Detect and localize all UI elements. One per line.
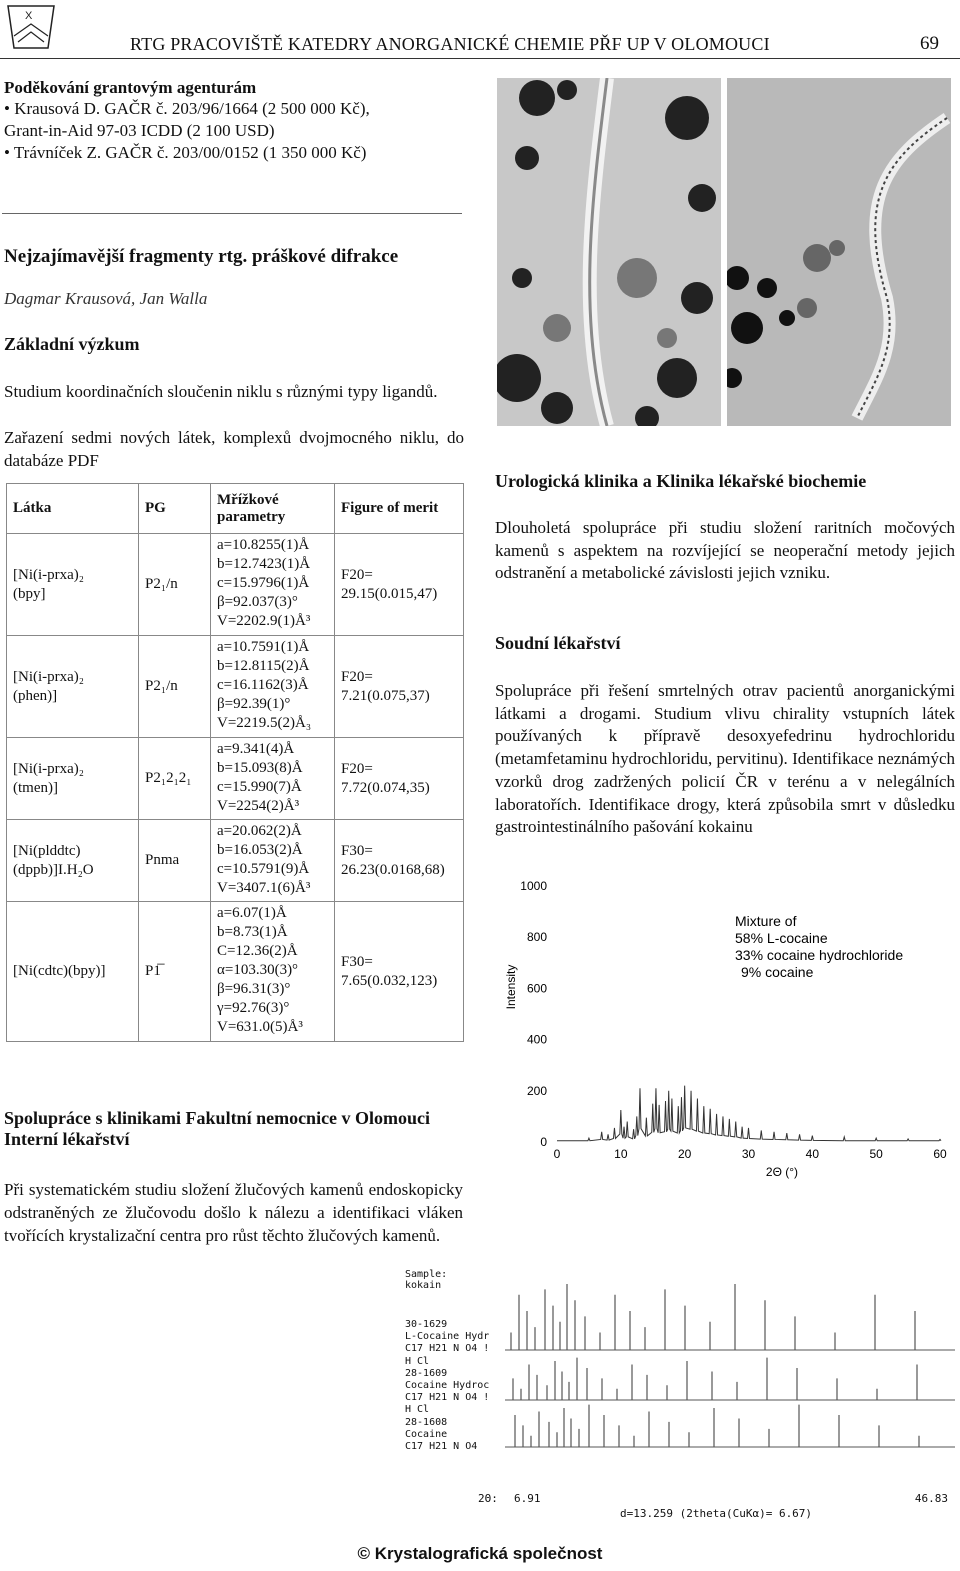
lattice-table [6, 483, 464, 1042]
table-row [7, 534, 464, 636]
table-cell: b=16.053(2)Å [217, 842, 303, 858]
authors: Dagmar Krausová, Jan Walla [4, 289, 208, 308]
list-item: H Cl [405, 1355, 430, 1367]
table-cell: 7.21(0.075,37) [341, 687, 430, 704]
list-item: 28-1608 [405, 1416, 448, 1428]
y-tick-label: 600 [526, 981, 547, 996]
paragraph: Zařazení sedmi nových látek, komplexů dvojmocného niklu, do databáze PDF [4, 428, 464, 470]
list-item: C17 H21 N O4 [405, 1441, 478, 1453]
paragraph: Studium koordinačních sloučenin niklu s různými typy ligandů. [4, 382, 438, 401]
ack-list [4, 98, 464, 164]
x-tick-label: 10 [614, 1147, 628, 1161]
table-cell: P2₁2₁2₁ [139, 738, 211, 820]
table-cell: [Ni(i-prxa)₂ [13, 760, 85, 777]
sample-label: kokain [405, 1280, 442, 1291]
table-cell: [Ni(i-prxa)₂ [13, 566, 85, 583]
table-cell: a=10.7591(1)Å [217, 639, 310, 655]
table-cell: [Ni(i-prxa)₂ [13, 668, 85, 685]
table-header: Figure of merit [335, 484, 464, 534]
section-heading: Základní výzkum [4, 334, 140, 354]
table-cell: F30= [341, 953, 373, 970]
list-item: • Krausová D. GAČR č. 203/96/1664 (2 500 000 Kč), [4, 99, 370, 118]
table-cell: b=12.7423(1)Å [217, 556, 311, 572]
table-cell: c=15.9796(1)Å [217, 575, 310, 591]
table-cell: 7.65(0.032,123) [341, 972, 438, 989]
y-tick-label: 200 [526, 1083, 547, 1098]
table-cell: P1̅ [139, 902, 211, 1042]
xrd-stick-pattern [505, 1265, 955, 1495]
table-cell: F30= [341, 842, 373, 859]
table-row [7, 636, 464, 738]
annotation-line: 9% cocaine [741, 964, 814, 980]
table-cell: a=10.8255(1)Å [217, 537, 310, 553]
section-rule [2, 213, 462, 214]
table-cell: γ=92.76(3)° [217, 1000, 290, 1016]
range-min: 6.91 [514, 1492, 541, 1505]
x-tick-label: 50 [869, 1147, 883, 1161]
section-heading: Spolupráce s klinikami Fakultní nemocnice v Olomouci [4, 1108, 431, 1128]
table-cell: P2₁/n [139, 636, 211, 738]
x-tick-label: 30 [741, 1147, 756, 1161]
table-cell: V=631.0(5)Å³ [217, 1019, 303, 1035]
table-cell: β=96.31(3)° [217, 981, 291, 997]
range-max: 46.83 [914, 1492, 948, 1505]
annotation-line: Mixture of [735, 913, 797, 929]
table-cell: c=15.990(7)Å [217, 779, 302, 795]
table-cell: a=6.07(1)Å [217, 905, 287, 921]
table-cell: a=20.062(2)Å [217, 823, 302, 839]
table-cell: P2₁/n [139, 534, 211, 636]
acknowledgements [4, 78, 464, 164]
sample-label: Sample: [405, 1269, 448, 1280]
table-header: PG [139, 484, 211, 534]
table-cell: Pnma [139, 820, 211, 902]
range-label: 2Θ: [478, 1492, 498, 1505]
table-cell: a=9.341(4)Å [217, 741, 295, 757]
list-item: • Trávníček Z. GAČR č. 203/00/0152 (1 350 000 Kč) [4, 143, 367, 162]
xrd-range [478, 1492, 948, 1505]
table-cell: C=12.36(2)Å [217, 943, 298, 959]
list-item: Grant-in-Aid 97-03 ICDD (2 100 USD) [4, 121, 275, 140]
table-cell: (tmen)] [13, 779, 58, 796]
table-cell: V=3407.1(6)Å³ [217, 880, 311, 896]
x-tick-label: 60 [933, 1147, 947, 1161]
table-cell: 29.15(0.015,47) [341, 585, 438, 602]
paragraph: Dlouholetá spolupráce při studiu složení raritních močových kamenů s aspektem na rozvíjející se neoperační metody jejich odstranění a metabolické závislosti jejich vzniku. [495, 518, 955, 583]
x-tick-label: 20 [677, 1147, 692, 1161]
table-row [7, 902, 464, 1042]
paragraph: Při systematickém studiu složení žlučových kamenů endoskopicky odstraněných ze žlučovodu došlo k nálezu a identifikaci vláken tvořících krystalizační centra pro růst těchto žlučových kamenů. [4, 1180, 463, 1245]
d-spacing-line: d=13.259 (2theta(CuKα)= 6.67) [620, 1507, 813, 1520]
table-row [7, 738, 464, 820]
x-axis-label: 2Θ (°) [765, 1165, 799, 1179]
micrograph-fibers [497, 78, 721, 426]
table-cell: [Ni(plddtc) [13, 842, 81, 859]
table-cell: V=2202.9(1)Å³ [217, 613, 311, 629]
y-axis-label: Intensity [504, 964, 518, 1010]
list-item: Cocaine [405, 1428, 448, 1440]
table-cell: β=92.39(1)° [217, 696, 291, 712]
list-item: C17 H21 N O4 ! [405, 1392, 490, 1404]
table-cell: c=10.5791(9)Å [217, 861, 310, 877]
paragraph: Spolupráce při řešení smrtelných otrav pacientů anorganickými látkami a drogami. Studium vlivu chirality vstupních látek používaných k přípravě desoxyefedrinu hydrochloridu (metamfetaminu hydrochloridu, pervitinu). Identifikace neznámých vzorků drog zadržených policií ČR v terénu a v nelegálních laboratořích. Identifikace drogy, která způsobila smrt v důsledku gastrointestinálního pašování kokainu [495, 681, 955, 837]
list-item: 30-1629 [405, 1319, 448, 1330]
table-cell: α=103.30(3)° [217, 962, 299, 978]
list-item: C17 H21 N O4 ! [405, 1343, 490, 1355]
section-heading: Urologická klinika a Klinika lékařské biochemie [495, 471, 867, 491]
table-cell: b=8.73(1)Å [217, 924, 288, 940]
list-item: H Cl [405, 1404, 430, 1416]
ack-title: Poděkování grantovým agenturám [4, 78, 257, 97]
page-number: 69 [920, 33, 939, 54]
table-cell: 26.23(0.0168,68) [341, 861, 445, 878]
table-cell: 7.72(0.074,35) [341, 779, 430, 796]
cocaine-diffractogram [495, 872, 955, 1182]
annotation-line: 58% L-cocaine [735, 930, 828, 946]
chart-annotation [735, 913, 903, 980]
table-header: Mřížkové parametry [211, 484, 335, 534]
list-item: L-Cocaine Hydr [405, 1331, 490, 1343]
table-header: Látka [7, 484, 139, 534]
section-heading: Soudní lékařství [495, 633, 621, 653]
xrd-search-match [400, 1265, 505, 1495]
society-logo [6, 4, 56, 50]
article-title: Nejzajímavější fragmenty rtg. práškové difrakce [4, 246, 399, 267]
table-cell: V=2254(2)Å³ [217, 798, 300, 814]
y-tick-label: 0 [540, 1135, 547, 1149]
footer: © Krystalografická společnost [357, 1544, 603, 1563]
micrograph-stone [727, 78, 951, 426]
table-cell: b=12.8115(2)Å [217, 658, 310, 674]
table-cell: b=15.093(8)Å [217, 760, 303, 776]
table-cell: F20= [341, 566, 373, 583]
list-item: Cocaine Hydroc [405, 1380, 490, 1392]
y-tick-label: 800 [526, 930, 547, 945]
table-cell: F20= [341, 668, 373, 685]
table-cell: (bpy] [13, 585, 46, 602]
annotation-line: 33% cocaine hydrochloride [735, 947, 904, 963]
table-cell: β=92.037(3)° [217, 594, 298, 610]
y-tick-label: 400 [526, 1032, 547, 1047]
x-tick-label: 0 [553, 1147, 561, 1161]
table-cell: F20= [341, 760, 373, 777]
table-cell: (phen)] [13, 687, 58, 704]
y-tick-label: 1000 [520, 879, 547, 893]
table-cell: (dppb)]I.H₂O [13, 861, 94, 878]
table-cell: c=16.1162(3)Å [217, 677, 309, 693]
section-heading: Interní lékařství [4, 1129, 130, 1149]
svg-text:X: X [25, 10, 33, 22]
running-header: RTG PRACOVIŠTĚ KATEDRY ANORGANICKÉ CHEMIE PŘF UP V OLOMOUCI [130, 34, 770, 54]
header-rule [0, 58, 960, 59]
table-cell: V=2219.5(2)Å₃ [217, 715, 312, 731]
table-cell: [Ni(cdtc)(bpy)] [13, 963, 106, 979]
x-tick-label: 40 [805, 1147, 820, 1161]
table-row [7, 820, 464, 902]
list-item: 28-1609 [405, 1367, 448, 1379]
pdf-card-list [405, 1319, 489, 1453]
series-line [557, 1086, 941, 1141]
